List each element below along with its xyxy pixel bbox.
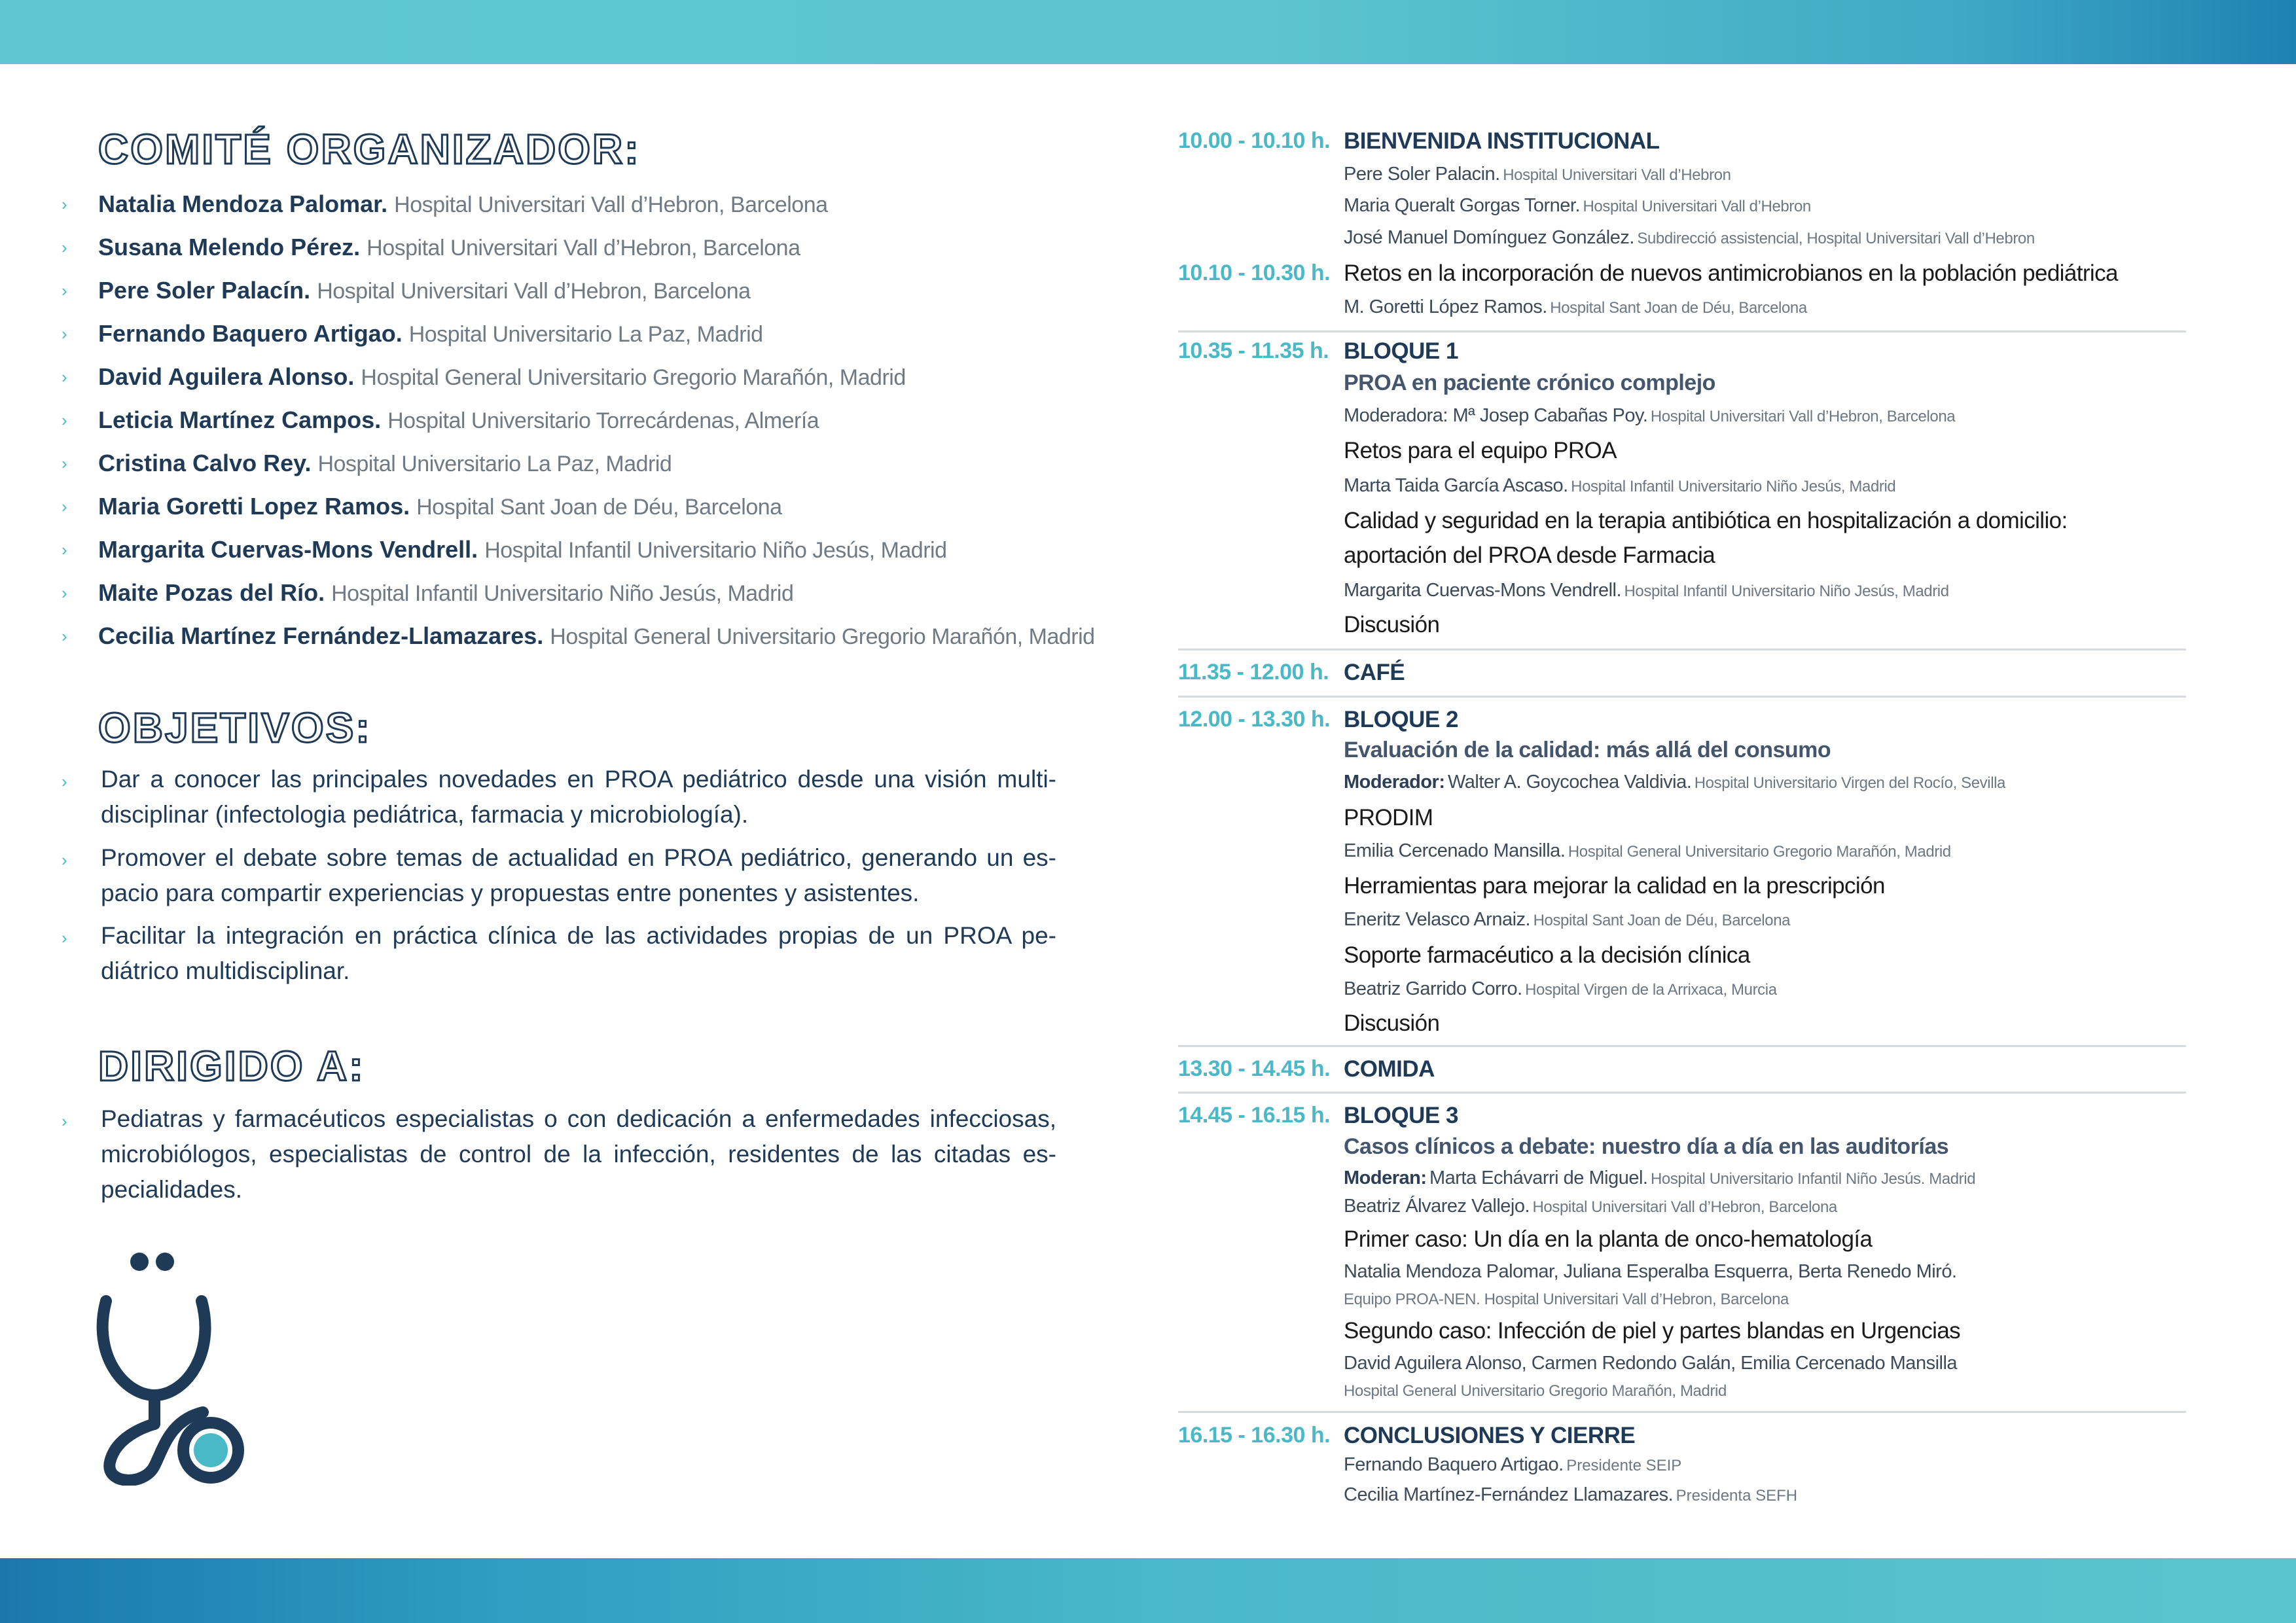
committee-member bbox=[98, 319, 763, 349]
moderator-line: Beatriz Álvarez Vallejo. Hospital Universitari Vall d’Hebron, Barcelona bbox=[1344, 1196, 1837, 1217]
chevron-right-icon: › bbox=[62, 454, 67, 473]
member-institution: Hospital Universitari Vall d’Hebron, Barcelona bbox=[367, 236, 800, 260]
moderator-line: Moderadora: Mª Josep Cabañas Poy. Hospital Universitari Vall d’Hebron, Barcelona bbox=[1344, 405, 1956, 426]
slot-title: COMIDA bbox=[1344, 1056, 1435, 1082]
committee-member bbox=[98, 276, 751, 306]
committee-member bbox=[98, 190, 828, 219]
objective-item-1: Dar a conocer las principales novedades en PROA pediátrico desde una visión multi-disciplinar (infectologia pediátrica, farmacia y microbiología). bbox=[101, 766, 1056, 828]
committee-member bbox=[98, 535, 947, 565]
talk-title: Segundo caso: Infección de piel y partes blandas en Urgencias bbox=[1344, 1318, 1961, 1344]
talk-title: aportación del PROA desde Farmacia bbox=[1344, 543, 1715, 568]
speaker-line: Fernando Baquero Artigao. Presidente SEIP bbox=[1344, 1454, 1682, 1475]
chevron-right-icon: › bbox=[62, 850, 67, 870]
audience-title: DIRIGIDO A: bbox=[98, 1043, 365, 1090]
speaker-line: Margarita Cuervas-Mons Vendrell. Hospital Infantil Universitario Niño Jesús, Madrid bbox=[1344, 580, 1949, 601]
member-name: Margarita Cuervas-Mons Vendrell. bbox=[98, 536, 478, 563]
block-subtitle: Evaluación de la calidad: más allá del consumo bbox=[1344, 738, 1831, 762]
speaker-line: José Manuel Domínguez González. Subdirecció assistencial, Hospital Universitari Vall d’Hebron bbox=[1344, 227, 2035, 248]
committee-member bbox=[98, 492, 782, 522]
slot-time: 10.35 - 11.35 h. bbox=[1178, 338, 1329, 363]
member-name: Fernando Baquero Artigao. bbox=[98, 320, 403, 347]
chevron-right-icon: › bbox=[62, 540, 67, 560]
member-name: Cristina Calvo Rey. bbox=[98, 450, 312, 476]
committee-member bbox=[98, 363, 906, 392]
block-subtitle: PROA en paciente crónico complejo bbox=[1344, 370, 1715, 395]
committee-title: COMITÉ ORGANIZADOR: bbox=[98, 126, 641, 173]
member-name: Leticia Martínez Campos. bbox=[98, 406, 382, 433]
member-name: David Aguilera Alonso. bbox=[98, 363, 355, 390]
speaker-line: Pere Soler Palacin. Hospital Universitari Vall d’Hebron bbox=[1344, 164, 1731, 185]
member-name: Pere Soler Palacín. bbox=[98, 277, 311, 304]
chevron-right-icon: › bbox=[62, 1111, 67, 1131]
member-name: Maite Pozas del Río. bbox=[98, 579, 325, 606]
committee-member bbox=[98, 233, 800, 262]
talk-title: Soporte farmacéutico a la decisión clínica bbox=[1344, 942, 1750, 968]
slot-time: 12.00 - 13.30 h. bbox=[1178, 707, 1331, 732]
chevron-right-icon: › bbox=[62, 583, 67, 603]
chevron-right-icon: › bbox=[62, 410, 67, 430]
slot-title: BLOQUE 2 bbox=[1344, 707, 1458, 732]
committee-member bbox=[98, 622, 1095, 651]
slot-time: 13.30 - 14.45 h. bbox=[1178, 1056, 1331, 1081]
divider bbox=[1178, 1411, 2186, 1413]
chevron-right-icon: › bbox=[62, 367, 67, 387]
speaker-line: Eneritz Velasco Arnaiz. Hospital Sant Joan de Déu, Barcelona bbox=[1344, 909, 1791, 930]
speaker-line: Marta Taida García Ascaso. Hospital Infantil Universitario Niño Jesús, Madrid bbox=[1344, 475, 1896, 496]
slot-time: 10.00 - 10.10 h. bbox=[1178, 128, 1331, 153]
member-institution: Hospital Sant Joan de Déu, Barcelona bbox=[416, 495, 782, 520]
slot-time: 16.15 - 16.30 h. bbox=[1178, 1423, 1331, 1448]
speaker-line: Emilia Cercenado Mansilla. Hospital General Universitario Gregorio Marañón, Madrid bbox=[1344, 840, 1951, 861]
audience-item-1: Pediatras y farmacéuticos especialistas o con dedicación a enfermedades infecciosas, microbiólogos, especialistas de control de la infección, residentes de las citadas es-pecialidades. bbox=[101, 1105, 1056, 1203]
slot-title: BIENVENIDA INSTITUCIONAL bbox=[1344, 128, 1660, 154]
chevron-right-icon: › bbox=[62, 238, 67, 257]
member-name: Maria Goretti Lopez Ramos. bbox=[98, 493, 410, 520]
member-name: Susana Melendo Pérez. bbox=[98, 234, 361, 260]
speaker-line: Maria Queralt Gorgas Torner. Hospital Universitari Vall d’Hebron bbox=[1344, 195, 1811, 216]
chevron-right-icon: › bbox=[62, 497, 67, 516]
chevron-right-icon: › bbox=[62, 772, 67, 791]
bottom-color-band bbox=[0, 1558, 2296, 1623]
committee-member bbox=[98, 449, 672, 478]
objective-item-3: Facilitar la integración en práctica clínica de las actividades propias de un PROA pe-diátrico multidisciplinar. bbox=[101, 922, 1056, 984]
divider bbox=[1178, 330, 2186, 332]
talk-title: Primer caso: Un día en la planta de onco-hematología bbox=[1344, 1226, 1873, 1252]
chevron-right-icon: › bbox=[62, 928, 67, 948]
talk-title: PRODIM bbox=[1344, 805, 1433, 830]
speaker-line: David Aguilera Alonso, Carmen Redondo Galán, Emilia Cercenado Mansilla bbox=[1344, 1353, 1958, 1374]
slot-title: CONCLUSIONES Y CIERRE bbox=[1344, 1423, 1636, 1448]
speaker-line: Natalia Mendoza Palomar, Juliana Esperalba Esquerra, Berta Renedo Miró. bbox=[1344, 1261, 1957, 1282]
moderator-line: Moderador: Walter A. Goycochea Valdivia. Hospital Universitario Virgen del Rocío, Sevilla bbox=[1344, 772, 2005, 793]
slot-title: BLOQUE 1 bbox=[1344, 338, 1458, 364]
moderator-line: Moderan: Marta Echávarri de Miguel. Hospital Universitario Infantil Niño Jesús. Madrid bbox=[1344, 1168, 1976, 1188]
speaker-institution: Equipo PROA-NEN. Hospital Universitari Vall d’Hebron, Barcelona bbox=[1344, 1291, 1789, 1308]
committee-member bbox=[98, 406, 819, 435]
divider bbox=[1178, 649, 2186, 651]
member-institution: Hospital Infantil Universitario Niño Jesús, Madrid bbox=[484, 538, 947, 563]
discussion-label: Discusión bbox=[1344, 612, 1440, 637]
talk-title: Herramientas para mejorar la calidad en la prescripción bbox=[1344, 873, 1885, 899]
talk-title: Retos para el equipo PROA bbox=[1344, 438, 1617, 463]
member-institution: Hospital Universitari Vall d’Hebron, Barcelona bbox=[394, 192, 828, 217]
member-institution: Hospital General Universitario Gregorio Marañón, Madrid bbox=[550, 624, 1095, 649]
top-color-band bbox=[0, 0, 2296, 64]
objective-item-2: Promover el debate sobre temas de actualidad en PROA pediátrico, generando un es-pacio para compartir experiencias y propuestas entre ponentes y asistentes. bbox=[101, 844, 1056, 906]
speaker-line: Beatriz Garrido Corro. Hospital Virgen de la Arrixaca, Murcia bbox=[1344, 978, 1777, 999]
member-institution: Hospital Universitari Vall d’Hebron, Barcelona bbox=[317, 279, 751, 304]
block-subtitle: Casos clínicos a debate: nuestro día a día en las auditorías bbox=[1344, 1134, 1949, 1159]
member-name: Cecilia Martínez Fernández-Llamazares. bbox=[98, 622, 544, 649]
member-institution: Hospital Universitario La Paz, Madrid bbox=[317, 452, 672, 476]
divider bbox=[1178, 1092, 2186, 1094]
chevron-right-icon: › bbox=[62, 626, 67, 646]
stethoscope-icon bbox=[92, 1243, 249, 1486]
talk-title: Calidad y seguridad en la terapia antibiótica en hospitalización a domicilio: bbox=[1344, 508, 2068, 533]
divider bbox=[1178, 1045, 2186, 1047]
chevron-right-icon: › bbox=[62, 281, 67, 300]
member-institution: Hospital Infantil Universitario Niño Jesús, Madrid bbox=[331, 581, 794, 606]
slot-title: BLOQUE 3 bbox=[1344, 1103, 1458, 1128]
committee-member bbox=[98, 579, 793, 608]
slot-time: 10.10 - 10.30 h. bbox=[1178, 260, 1331, 285]
divider bbox=[1178, 696, 2186, 698]
discussion-label: Discusión bbox=[1344, 1010, 1440, 1036]
member-name: Natalia Mendoza Palomar. bbox=[98, 190, 388, 217]
slot-time: 14.45 - 16.15 h. bbox=[1178, 1103, 1331, 1128]
speaker-line: M. Goretti López Ramos. Hospital Sant Joan de Déu, Barcelona bbox=[1344, 296, 1807, 317]
slot-title: CAFÉ bbox=[1344, 660, 1405, 685]
member-institution: Hospital Universitario Torrecárdenas, Almería bbox=[387, 408, 819, 433]
objectives-title: OBJETIVOS: bbox=[98, 704, 372, 751]
speaker-line: Cecilia Martínez-Fernández Llamazares. Presidenta SEFH bbox=[1344, 1484, 1798, 1505]
slot-title: Retos en la incorporación de nuevos antimicrobianos en la población pediátrica bbox=[1344, 260, 2118, 286]
member-institution: Hospital General Universitario Gregorio Marañón, Madrid bbox=[361, 365, 906, 390]
member-institution: Hospital Universitario La Paz, Madrid bbox=[408, 322, 763, 347]
chevron-right-icon: › bbox=[62, 194, 67, 214]
chevron-right-icon: › bbox=[62, 324, 67, 344]
speaker-institution: Hospital General Universitario Gregorio Marañón, Madrid bbox=[1344, 1382, 1727, 1400]
slot-time: 11.35 - 12.00 h. bbox=[1178, 660, 1329, 685]
